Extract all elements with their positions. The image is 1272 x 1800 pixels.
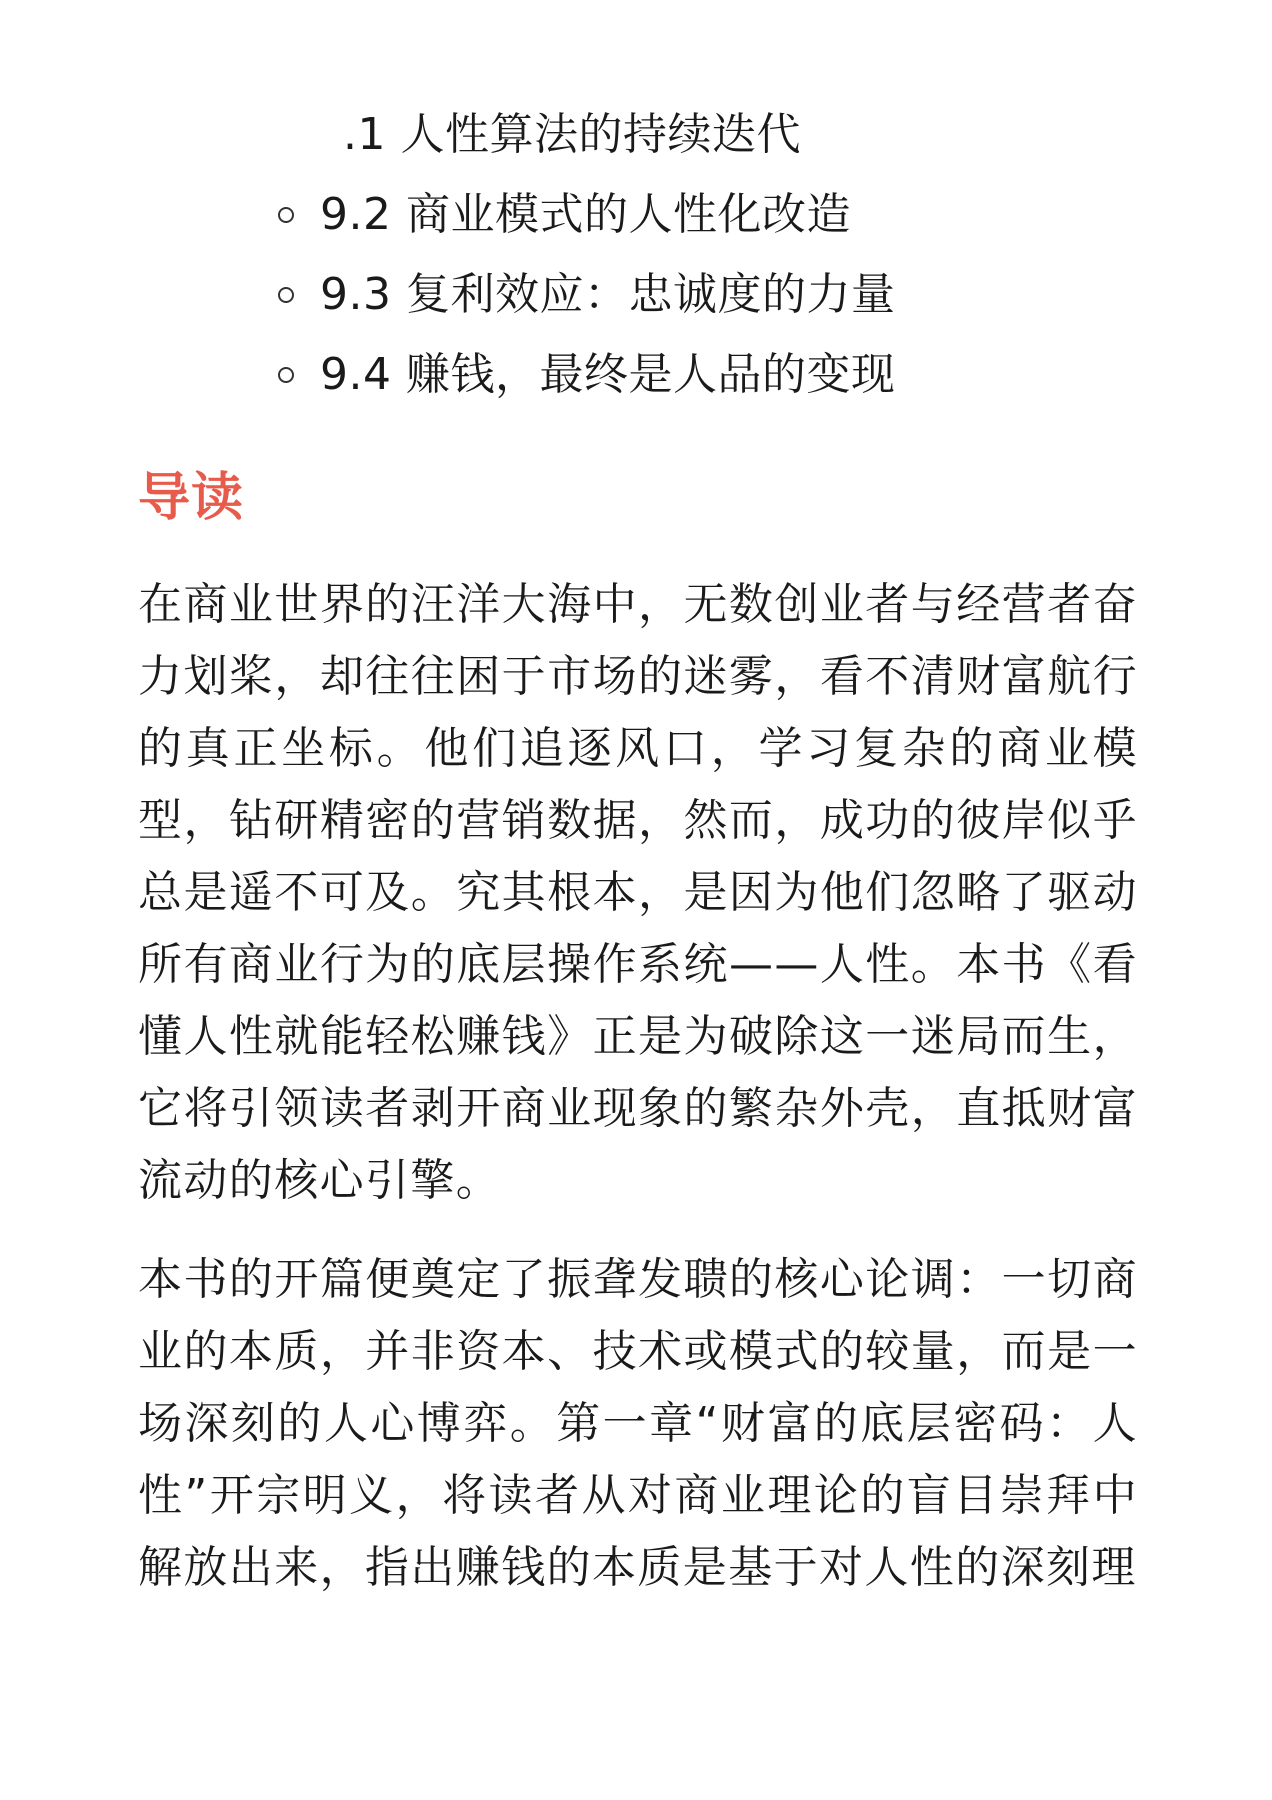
body-paragraph: 本书的开篇便奠定了振聋发聩的核心论调：一切商业的本质，并非资本、技术或模式的较量，而是一场深刻的人心博弈。第一章“财富的底层密码：人性”开宗明义，将读者从对商业理论的盲目崇拜中解放出来，指出赚钱的本质是基于对人性的深刻理 <box>138 1254 1138 1593</box>
table-of-contents <box>0 95 1272 415</box>
toc-item-label: 9.3 复利效应：忠诚度的力量 <box>320 269 896 320</box>
toc-item[interactable] <box>0 95 1272 175</box>
circle-bullet-icon <box>278 367 294 383</box>
toc-item-label: 9.2 商业模式的人性化改造 <box>320 189 851 240</box>
toc-item[interactable] <box>0 175 1272 255</box>
body-paragraph: 在商业世界的汪洋大海中，无数创业者与经营者奋力划桨，却往往困于市场的迷雾，看不清财富航行的真正坐标。他们追逐风口，学习复杂的商业模型，钻研精密的营销数据，然而，成功的彼岸似乎总是遥不可及。究其根本，是因为他们忽略了驱动所有商业行为的底层操作系统——人性。本书《看懂人性就能轻松赚钱》正是为破除这一迷局而生，它将引领读者剥开商业现象的繁杂外壳，直抵财富流动的核心引擎。 <box>138 579 1138 1206</box>
toc-item[interactable] <box>0 255 1272 335</box>
toc-item[interactable] <box>0 335 1272 415</box>
section-heading: 导读 <box>138 468 245 528</box>
toc-item-label: .1 人性算法的持续迭代 <box>343 109 801 160</box>
circle-bullet-icon <box>278 287 294 303</box>
toc-item-label: 9.4 赚钱，最终是人品的变现 <box>320 349 896 400</box>
circle-bullet-icon <box>278 207 294 223</box>
